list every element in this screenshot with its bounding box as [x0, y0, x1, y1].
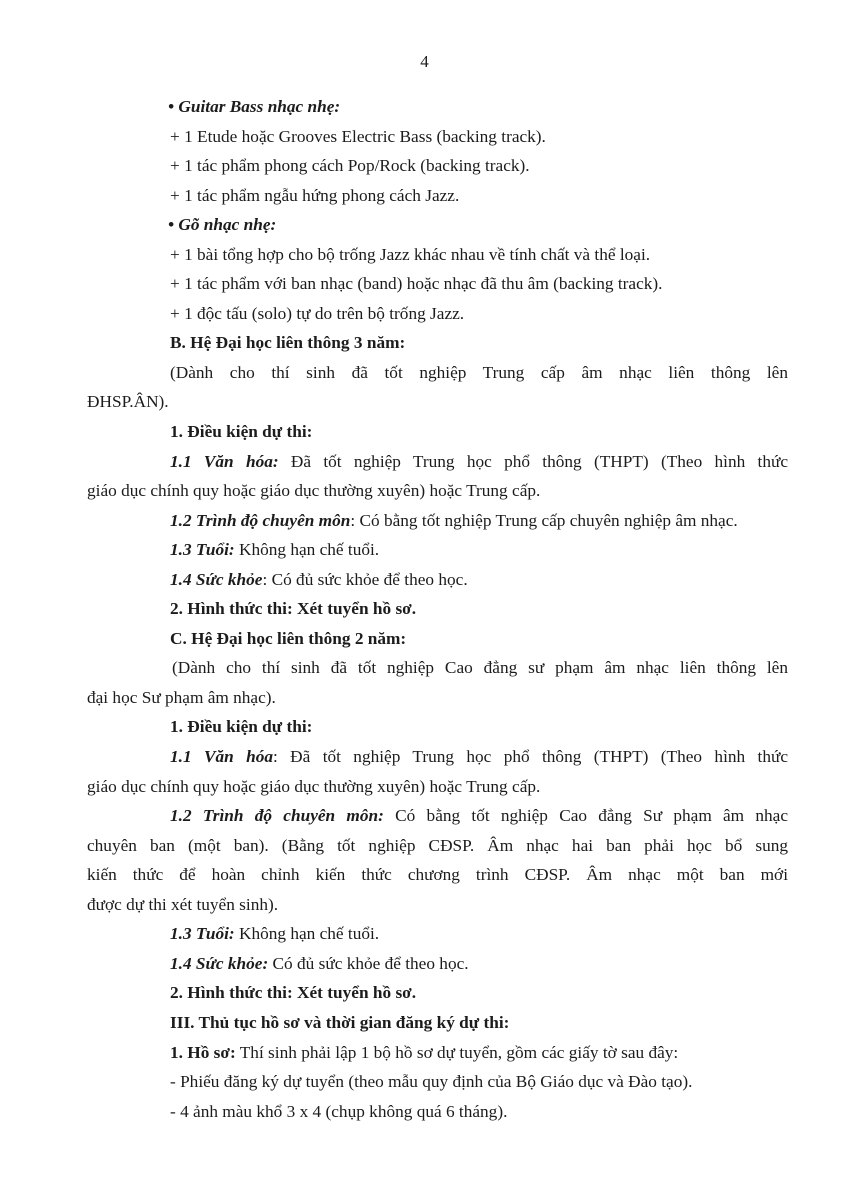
- section-b-culture-text-1: Đã tốt nghiệp Trung học phổ thông (THPT) (Theo hình thức: [278, 451, 788, 471]
- page-number: 4: [420, 52, 429, 71]
- section-c-age-text: Không hạn chế tuổi.: [234, 924, 380, 944]
- section-c-exam-form: 2. Hình thức thi: Xét tuyển hồ sơ.: [170, 983, 417, 1003]
- section-b-note-line-2: ĐHSP.ÂN).: [87, 392, 169, 412]
- section-b-culture-label: 1.1 Văn hóa:: [170, 451, 279, 471]
- section-c-note-line-1: (Dành cho thí sinh đã tốt nghiệp Cao đẳng sư phạm âm nhạc liên thông lên: [172, 658, 788, 678]
- section-b-health-text: : Có đủ sức khỏe để theo học.: [262, 569, 468, 589]
- section-c-professional-line-3: kiến thức để hoàn chỉnh kiến thức chương trình CĐSP. Âm nhạc một ban mới: [87, 865, 788, 885]
- section-c-culture-text-1: : Đã tốt nghiệp Trung học phổ thông (THPT) (Theo hình thức: [273, 747, 788, 767]
- section-c-health: [170, 949, 788, 979]
- drums-heading: • Gõ nhạc nhẹ:: [168, 215, 277, 235]
- bass-item-3: + 1 tác phẩm ngẫu hứng phong cách Jazz.: [170, 185, 460, 205]
- page-body: [87, 92, 788, 1126]
- bass-heading: • Guitar Bass nhạc nhẹ:: [168, 97, 341, 116]
- section-iii-heading: III. Thủ tục hồ sơ và thời gian đăng ký dự thi:: [170, 1012, 510, 1032]
- section-iii-docs-label: 1. Hồ sơ:: [170, 1042, 236, 1062]
- section-b-age-label: 1.3 Tuổi:: [170, 540, 235, 560]
- section-b-professional-label: 1.2 Trình độ chuyên môn: [170, 510, 351, 530]
- section-b-health: [170, 565, 788, 595]
- section-c-health-label: 1.4 Sức khỏe:: [170, 953, 269, 973]
- section-iii-docs: [170, 1038, 788, 1068]
- section-b-age: [170, 535, 788, 565]
- section-b-conditions-heading: 1. Điều kiện dự thi:: [170, 422, 313, 442]
- section-b-health-label: 1.4 Sức khỏe: [170, 569, 263, 589]
- section-iii-doc-item-2: - 4 ảnh màu khổ 3 x 4 (chụp không quá 6 tháng).: [170, 1101, 508, 1121]
- bass-item-1: + 1 Etude hoặc Grooves Electric Bass (backing track).: [170, 126, 546, 146]
- section-c-heading: C. Hệ Đại học liên thông 2 năm:: [170, 628, 407, 648]
- section-c-culture-label: 1.1 Văn hóa: [170, 747, 274, 767]
- drums-item-3: + 1 độc tấu (solo) tự do trên bộ trống Jazz.: [170, 303, 465, 323]
- drums-item-1: + 1 bài tổng hợp cho bộ trống Jazz khác nhau về tính chất và thể loại.: [170, 244, 651, 264]
- section-c-culture-line-1: [170, 742, 788, 772]
- section-c-professional-line-1: [170, 801, 788, 831]
- section-c-note-line-2: đại học Sư phạm âm nhạc).: [87, 687, 276, 707]
- section-iii-doc-item-1: - Phiếu đăng ký dự tuyển (theo mẫu quy định của Bộ Giáo dục và Đào tạo).: [170, 1072, 693, 1092]
- section-b-exam-form: 2. Hình thức thi: Xét tuyển hồ sơ.: [170, 599, 417, 619]
- section-iii-docs-text: Thí sinh phải lập 1 bộ hồ sơ dự tuyển, gồm các giấy tờ sau đây:: [235, 1042, 679, 1062]
- section-b-heading: B. Hệ Đại học liên thông 3 năm:: [170, 333, 406, 353]
- section-c-professional-line-2: chuyên ban (một ban). (Bằng tốt nghiệp CĐSP. Âm nhạc hai ban phải học bổ sung: [87, 835, 788, 855]
- section-c-professional-line-4: được dự thi xét tuyển sinh).: [87, 894, 279, 914]
- section-b-age-text: Không hạn chế tuổi.: [234, 540, 380, 560]
- section-c-professional-text-1: Có bằng tốt nghiệp Cao đẳng Sư phạm âm nhạc: [383, 806, 788, 826]
- section-b-professional-text: : Có bằng tốt nghiệp Trung cấp chuyên nghiệp âm nhạc.: [350, 510, 738, 530]
- section-b-culture-line-1: [170, 447, 788, 477]
- section-b-professional: [170, 506, 788, 536]
- section-c-culture-line-2: giáo dục chính quy hoặc giáo dục thường xuyên) hoặc Trung cấp.: [87, 776, 541, 796]
- section-c-professional-label: 1.2 Trình độ chuyên môn:: [170, 806, 384, 826]
- drums-item-2: + 1 tác phẩm với ban nhạc (band) hoặc nhạc đã thu âm (backing track).: [170, 274, 663, 294]
- section-b-culture-line-2: giáo dục chính quy hoặc giáo dục thường xuyên) hoặc Trung cấp.: [87, 481, 541, 501]
- section-c-conditions-heading: 1. Điều kiện dự thi:: [170, 717, 313, 737]
- section-c-age: [170, 919, 788, 949]
- section-b-note-line-1: (Dành cho thí sinh đã tốt nghiệp Trung cấp âm nhạc liên thông lên: [170, 362, 788, 382]
- bass-item-2: + 1 tác phẩm phong cách Pop/Rock (backing track).: [170, 156, 530, 176]
- section-c-health-text: Có đủ sức khỏe để theo học.: [268, 953, 469, 973]
- section-c-age-label: 1.3 Tuổi:: [170, 924, 235, 944]
